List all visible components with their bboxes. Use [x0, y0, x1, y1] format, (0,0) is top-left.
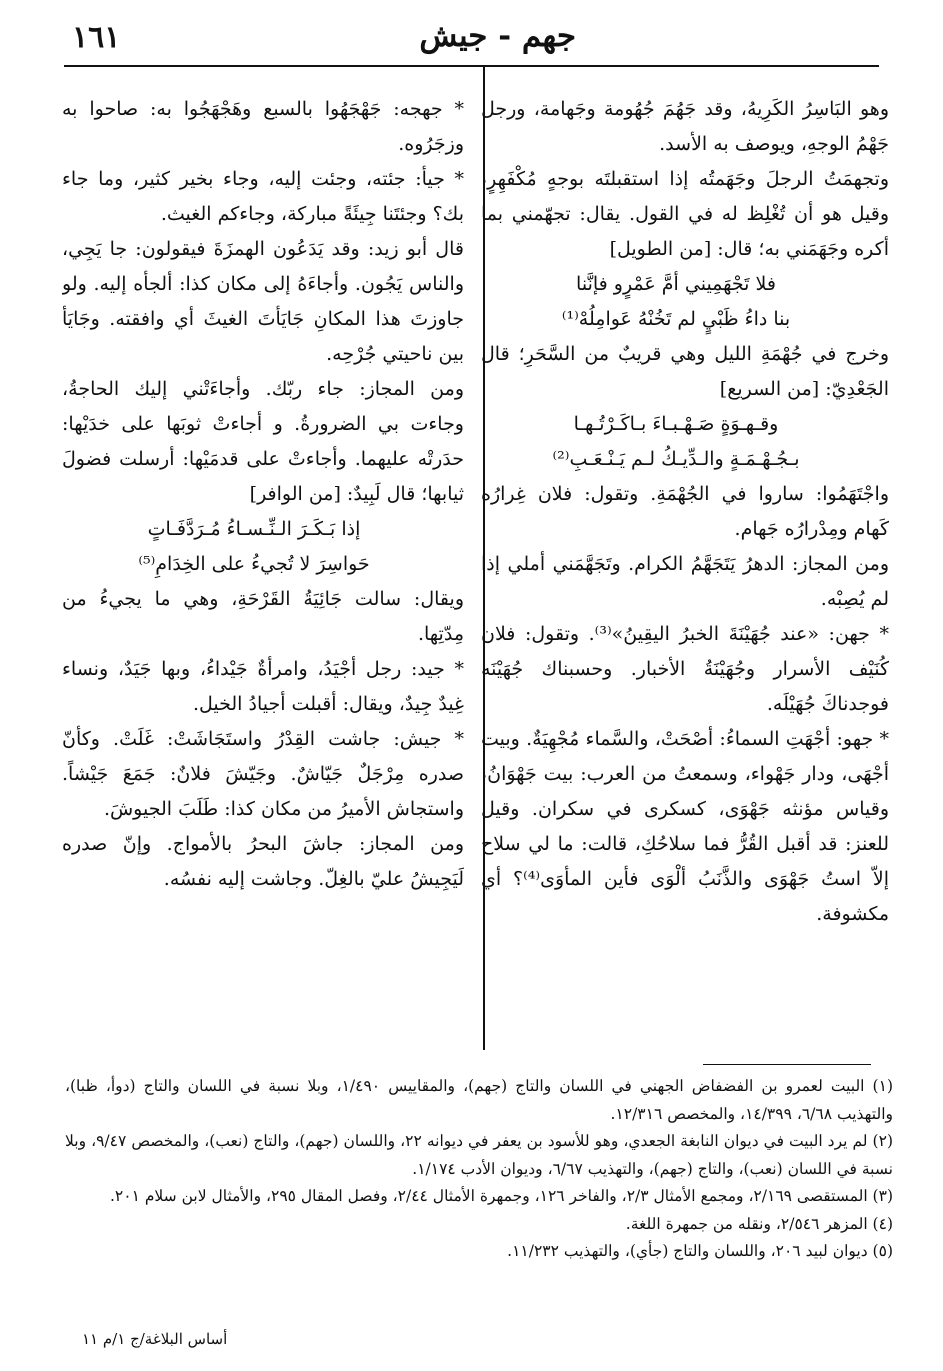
verse-line: فلا تَجْهَمِيني أمَّ عَمْرٍو فإنَّنا: [576, 273, 776, 295]
footnote: (١) البيت لعمرو بن الفضفاض الجهني في اللسان والتاج (جهم)، والمقاييس ١/٤٩٠، وبلا نسبة في اللسان والتاج (دوأ، ظبا)، والتهذيب ٦/٦٨، ١٤/٣٩٩، والمخصص ١٢/٣١٦.: [65, 1077, 893, 1123]
entry-jyd: * جيد: رجل أجْيَدُ، وامرأةٌ جَيْداءُ، وبها جَيَدٌ، ونساء غِيدٌ جِيدٌ، ويقال: أقبلت أجيادُ الخيل.: [62, 658, 464, 715]
paragraph: قال أبو زيد: وقد يَدَعُون الهمزَةَ فيقولون: جا يَجِي، والناس يَجُون. وأجاءَهُ إلى مكان كذا: ألجأه إليه. ولو جاوزتَ هذا المكانِ جَايَأتَ الغيثَ أي وافقته. وجَايَأ بين ناحيتي جُرْحِه.: [62, 238, 464, 365]
entry-jahan: * جهن: «عند جُهَيْنَةَ الخبرُ اليقِينُ»⁽³⁾. وتقول: فلان كُنَيْف الأسرار وجُهَيْنَةُ الأخبار. وحسبناك جُهَيْنَه فوجدناكَ جُهَيْلَه.: [481, 623, 889, 715]
running-head: جهم - جيش: [419, 18, 576, 54]
book-reference: أساس البلاغة/ج ١/م ١١: [82, 1330, 228, 1348]
paragraph: وتجهمَتُ الرجلَ وجَهَمتُه إذا استقبلتَه بوجهٍ مُكْفَهِرٍ، وقيل هو أن تُغْلِظ له في القول. يقال: تجهّمني بما أكره وجَهَمَني به؛ قال: [من الطويل]: [481, 168, 889, 260]
footnote: (٢) لم يرد البيت في ديوان النابغة الجعدي، وهو للأسود بن يعفر في ديوانه ٢٢، واللسان (جهم)، والتاج (نعب)، والمخصص ٩/٤٧، وبلا نسبة في اللسان (نعب)، والتاج (جهم)، والتهذيب ٦/٦٧، وديوان الأدب ١/١٧٤.: [65, 1132, 893, 1178]
footnotes: [65, 1073, 893, 1266]
entry-jya: * جيأ: جئته، وجئت إليه، وجاء بخير كثير، وما جاء بك؟ وجئتَنا جِيئَةً مباركة، وجاءكم الغيث.: [62, 168, 464, 225]
entry-jahjah: * جهجه: جَهْجَهُوا بالسبع وهَجْهَجُوا به: صاحوا به وزجَرُوه.: [62, 98, 464, 155]
paragraph: وخرج في جُهْمَةِ الليل وهي قريبٌ من السَّحَرِ؛ قال الجَعْدِيّ: [من السريع]: [481, 343, 889, 400]
paragraph: واجْتَهَمُوا: ساروا في الجُهْمَةِ. وتقول: فلان غِرارُه كَهام ومِدْرارُه جَهام.: [481, 483, 889, 540]
footnote-rule: [703, 1064, 871, 1065]
footnote: (٥) ديوان لبيد ٢٠٦، واللسان والتاج (جأي)، والتهذيب ١١/٢٣٢.: [507, 1242, 893, 1260]
footnote: (٤) المزهر ٢/٥٤٦، ونقله من جمهرة اللغة.: [625, 1214, 893, 1233]
paragraph: وهو البَاسِرُ الكَرِيهُ، وقد جَهُمَ جُهُومة وجَهامة، ورجل جَهْمُ الوجهِ، ويوصف به الأسد.: [481, 98, 889, 155]
page-header: [62, 18, 881, 62]
header-rule: [64, 65, 879, 67]
entry-jysh: * جيش: جاشت القِدْرُ واستَجَاشَتْ: غَلَتْ. وكأنّ صدره مِرْجَلٌ جَيّاشٌ. وجَيّشَ فلانٌ: جَمَعَ جَيْشاً. واستجاش الأميرُ من مكان كذا: طَلَبَ الجيوشَ.: [62, 728, 464, 820]
verse-line: بـجُـهْـمَـةٍ والـدِّيـكُ لـم يَـنْـعَـبِ⁽²⁾: [552, 448, 800, 470]
entry-jahw: * جهو: أجْهَتِ السماءُ: أصْحَتْ، والسَّماء مُجْهِيَةٌ. وبيت أجْهَى، ودار جَهْواء، وسمعتُ من العرب: بيت جَهْوَانُ، وقياس مؤنثه جَهْوَى، كسكرى في سكران. وقيل للعنز: قد أقبل القُرُّ فما سلاحُكِ، قالت: ما لي سلاح إلاّ استُ جَهْوَى والذَّنَبُ ألْوَى فأين المأوَى⁽⁴⁾؟ أي مكشوفة.: [481, 728, 889, 925]
right-column: [481, 92, 889, 1047]
paragraph: ومن المجاز: جاء ربّك. وأجاءَتْني إليك الحاجةُ، وجاءت بي الضرورةُ. و أجاءتْ ثوبَها على خدَيْها: حدَرتْه عليهما. وأجاءتْ على قدمَيْها: أرسلت فضولَ ثيابها؛ قال لَبِيدٌ: [من الوافر]: [62, 378, 464, 505]
verse-line: بنا داءُ ظَبْيٍ لم تَخُنْهُ عَوامِلُهْ⁽¹⁾: [561, 308, 791, 330]
left-column: [62, 92, 464, 1047]
paragraph: ويقال: سالت جَائِيَةُ القَرْحَةِ، وهي ما يجيءُ من مِدّتِها.: [62, 588, 464, 645]
page-number: ١٦١: [72, 20, 121, 55]
verse-line: وقـهـوَةٍ صَـهْـبـاءَ بـاكَـرْتُـهـا: [573, 413, 779, 435]
paragraph: ومن المجاز: جاشَ البحرُ بالأمواج. وإنّ صدره لَيَجِيشُ عليّ بالغِلّ. وجاشت إليه نفسُه.: [62, 833, 464, 890]
verse-line: إذا بَـكَـرَ الـنِّـسـاءُ مُـرَدَّفَـاتٍ: [147, 518, 361, 540]
paragraph: ومن المجاز: الدهرُ يَتَجَهَّمُ الكرام. وتَجَهَّمَني أملي إذا لم يُصِبْه.: [481, 553, 889, 610]
footnote: (٣) المستقصى ٢/١٦٩، ومجمع الأمثال ٢/٣، والفاخر ١٢٦، وجمهرة الأمثال ٢/٤٤، وفصل المقال ٢٩٥، والأمثال لابن سلام ٢٠١.: [109, 1187, 893, 1205]
verse-line: حَواسِرَ لا تُجيءُ على الخِدَامِ⁽⁵⁾: [138, 553, 370, 575]
